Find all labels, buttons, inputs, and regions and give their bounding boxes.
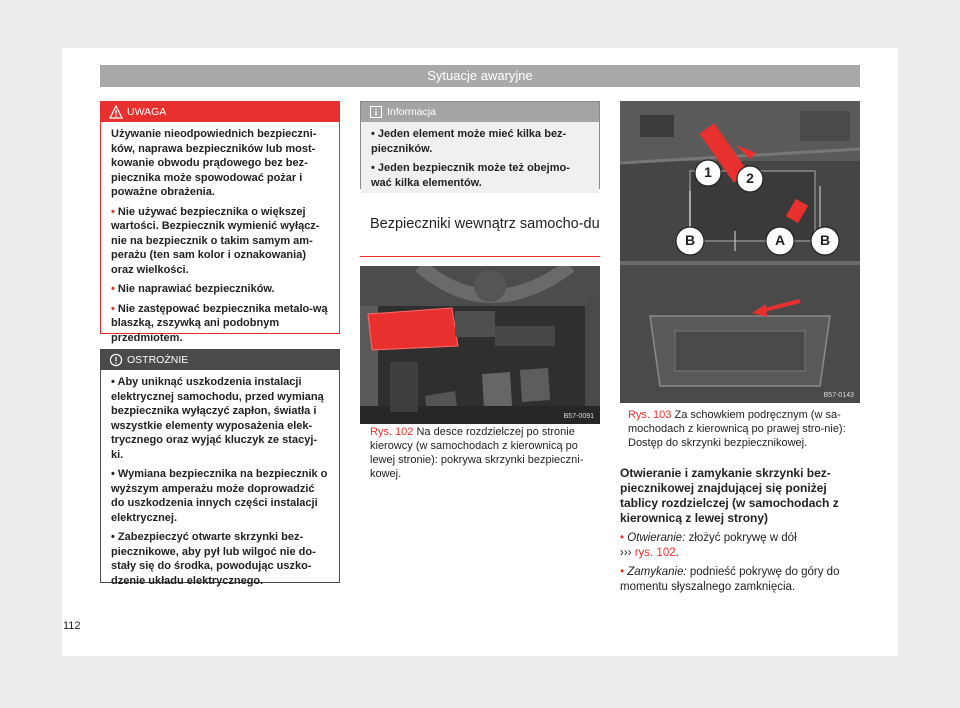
warning-heading: UWAGA [127, 106, 167, 118]
figure-102-caption: Rys. 102 Na desce rozdzielczej po stronie kierowcy (w samochodach z kierownicą po lewej stronie): pokrywa skrzynki bezpieczni-kowej. [370, 426, 584, 480]
caution-box [100, 349, 340, 587]
caution-box-header [101, 350, 339, 370]
info-box [360, 101, 600, 189]
dashboard-illustration [360, 266, 600, 424]
figure-ref: Rys. 103 [628, 409, 672, 421]
figure-102-image [360, 266, 600, 424]
warning-item: • Nie zastępować bezpiecznika metalo-wą blaszką, zszywką ani podobnym przedmiotem. [111, 302, 329, 346]
figure-code: B57-0143 [823, 392, 854, 399]
warning-item: • Nie naprawiać bezpieczników. [111, 282, 329, 297]
warning-body [101, 122, 339, 356]
step-close: • Zamykanie: podnieść pokrywę do góry do momentu słyszalnego zamknięcia. [620, 566, 840, 593]
subsection-body [620, 531, 856, 599]
caution-item: • Wymiana bezpiecznika na bezpiecznik o wyższym amperażu może doprowadzić do uszkodzenia innych części instalacji elektrycznej. [111, 467, 329, 525]
caution-item: • Aby uniknąć uszkodzenia instalacji elektrycznej samochodu, przed wymianą bezpiecznika wyłączyć zapłon, światła i wszystkie elementy wyposażenia elek-trycznego oraz wyjąć kluczyk ze stacyj-ki. [111, 375, 329, 462]
info-item: • Jeden element może mieć kilka bez-pieczników. [371, 127, 589, 156]
figure-link[interactable]: rys. 102 [634, 547, 676, 559]
callout-label: 1 [704, 164, 712, 180]
step-open: • Otwieranie: złożyć pokrywę w dół ››› rys. 102. [620, 532, 797, 559]
figure-103-image [620, 101, 860, 403]
callout-label: 2 [746, 170, 754, 186]
section-divider [360, 256, 600, 257]
caution-body [101, 370, 339, 599]
figure-code: B57-0091 [563, 413, 594, 420]
figure-ref: Rys. 102 [370, 426, 414, 438]
section-header: Sytuacje awaryjne [100, 65, 860, 87]
info-box-header [361, 102, 599, 122]
subsection-title: Otwieranie i zamykanie skrzynki bez-piecznikowej znajdującej się poniżej tablicy rozdzielczej (w samochodach z kierownicą z lewej strony) [620, 466, 839, 525]
page-number: 112 [63, 620, 81, 632]
exclamation-circle-icon [109, 353, 123, 367]
warning-triangle-icon [109, 105, 123, 119]
callout-label: B [684, 232, 696, 248]
info-item: • Jeden bezpiecznik może też obejmo-wać kilka elementów. [371, 161, 589, 190]
section-title: Bezpieczniki wewnątrz samocho-du [370, 216, 600, 232]
caution-heading: OSTROŻNIE [127, 354, 189, 366]
glovebox-illustration [620, 101, 860, 403]
warning-box-header [101, 102, 339, 122]
info-body [361, 122, 599, 193]
warning-item: • Nie używać bezpiecznika o większej wartości. Bezpiecznik wymienić wyłącz-nie na bezpiecznik o takim samym am-perażu (ten sam kolor i oznakowania) oraz wielkości. [111, 205, 329, 278]
caution-item: • Zabezpieczyć otwarte skrzynki bez-piecznikowe, aby pył lub wilgoć nie do-stały się do środka, powodując uszko-dzenie układu elektrycznego. [111, 530, 329, 588]
callout-label: B [819, 232, 831, 248]
callout-label: A [774, 232, 786, 248]
figure-103-caption: Rys. 103 Za schowkiem podręcznym (w sa-mochodach z kierownicą po prawej stro-nie): Dostęp do skrzynki bezpiecznikowej. [628, 409, 846, 449]
warning-intro: Używanie nieodpowiednich bezpieczni-ków, naprawa bezpieczników lub most-kowanie obwodu prądowego bez bez-piecznika może spowodować pożar i poważne obrażenia. [111, 128, 317, 198]
info-icon [369, 105, 383, 119]
warning-box [100, 101, 340, 344]
info-heading: Informacja [387, 106, 437, 118]
